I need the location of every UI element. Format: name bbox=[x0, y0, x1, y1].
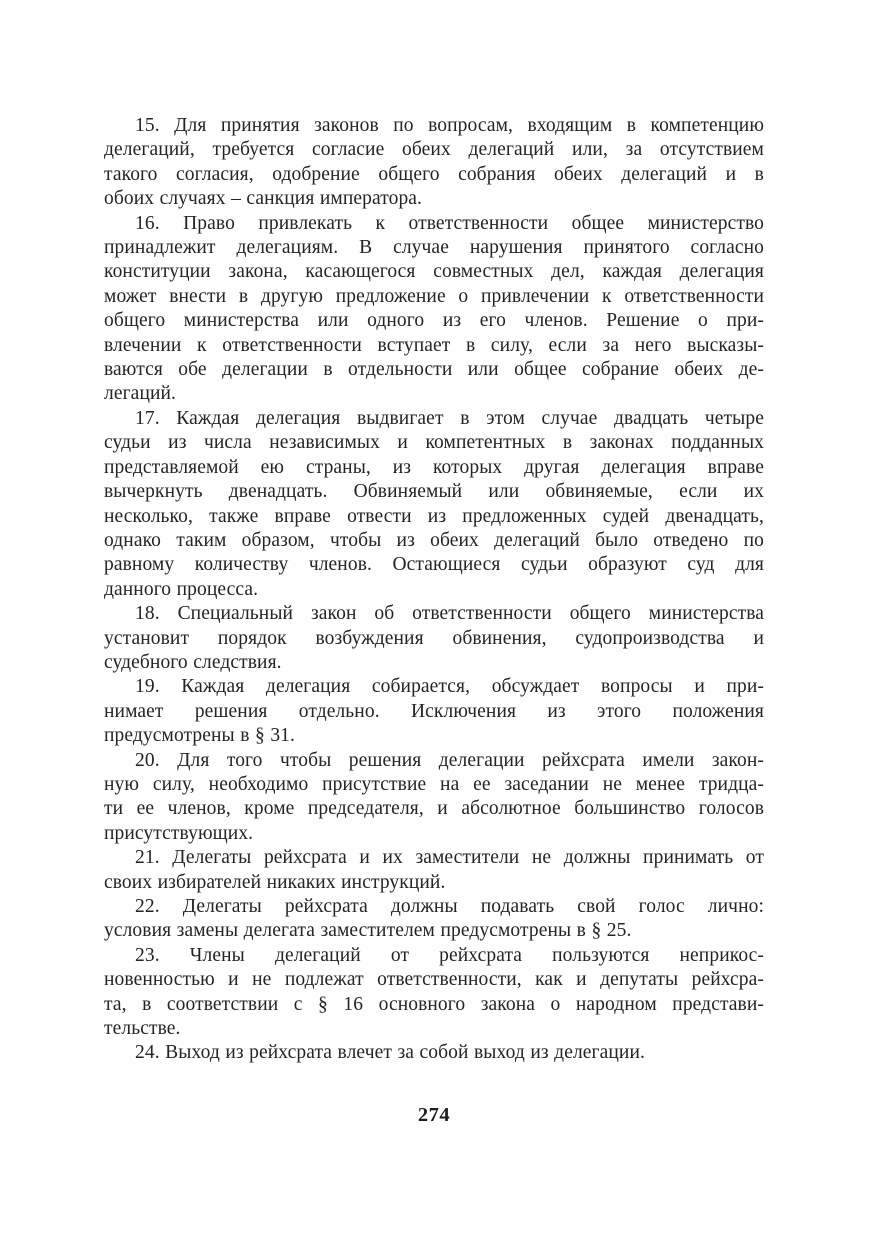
text-line: 23. Члены делегаций от рейхсрата пользуются неприкос- bbox=[135, 944, 764, 966]
text-line: установит порядок возбуждения обвинения, судопроизводства и bbox=[104, 627, 764, 649]
paragraph-15 bbox=[104, 114, 764, 212]
text-line: 16. Право привлекать к ответственности общее министерство bbox=[135, 212, 764, 234]
text-line: легаций. bbox=[104, 383, 177, 405]
text-line: ваются обе делегации в отдельности или общее собрание обеих де- bbox=[104, 359, 764, 381]
text-line: может внести в другую предложение о привлечении к ответственности bbox=[104, 285, 764, 307]
text-line: несколько, также вправе отвести из предложенных судей двенадцать, bbox=[104, 505, 764, 527]
text-line: 20. Для того чтобы решения делегации рейхсрата имели закон- bbox=[135, 749, 764, 771]
text-line: однако таким образом, чтобы из обеих делегаций было отведено по bbox=[104, 529, 764, 551]
text-line: та, в соответствии с § 16 основного закона о народном представи- bbox=[104, 993, 764, 1015]
paragraph-16 bbox=[104, 212, 764, 407]
text-line: 19. Каждая делегация собирается, обсуждает вопросы и при- bbox=[135, 676, 764, 698]
text-line: нимает решения отдельно. Исключения из этого положения bbox=[104, 700, 764, 722]
text-line: общего министерства или одного из его членов. Решение о при- bbox=[104, 310, 764, 332]
text-line: тельстве. bbox=[104, 1018, 181, 1040]
text-block bbox=[104, 114, 764, 1066]
paragraph-21 bbox=[104, 846, 764, 895]
paragraph-20 bbox=[104, 749, 764, 847]
text-line: 22. Делегаты рейхсрата должны подавать свой голос лично: bbox=[135, 896, 764, 917]
paragraph-18 bbox=[104, 602, 764, 675]
paragraph-23 bbox=[104, 944, 764, 1042]
text-line: принадлежит делегациям. В случае нарушения принятого согласно bbox=[104, 237, 764, 259]
text-line: представляемой ею страны, из которых другая делегация вправе bbox=[104, 456, 764, 478]
text-line: вычеркнуть двенадцать. Обвиняемый или обвиняемые, если их bbox=[104, 481, 764, 503]
text-line: 17. Каждая делегация выдвигает в этом случае двадцать четыре bbox=[135, 407, 764, 429]
text-line: новенностью и не подлежат ответственности, как и депутаты рейхсра- bbox=[104, 969, 764, 991]
page-number: 274 bbox=[417, 1104, 451, 1126]
text-line: конституции закона, касающегося совместных дел, каждая делегация bbox=[104, 261, 764, 283]
text-line: присутствующих. bbox=[104, 822, 254, 844]
text-line: судьи из числа независимых и компетентных в законах подданных bbox=[104, 432, 764, 454]
text-line: своих избирателей никаких инструкций. bbox=[104, 871, 446, 893]
text-line: 15. Для принятия законов по вопросам, входящим в компетенцию bbox=[135, 115, 764, 136]
paragraph-17 bbox=[104, 407, 764, 602]
text-line: делегаций, требуется согласие обеих делегаций или, за отсутствием bbox=[104, 139, 764, 161]
paragraph-22 bbox=[104, 895, 764, 944]
paragraph-19 bbox=[104, 675, 764, 748]
text-line: 18. Специальный закон об ответственности общего министерства bbox=[135, 603, 764, 625]
text-line: предусмотрены в § 31. bbox=[104, 725, 296, 747]
text-line: такого согласия, одобрение общего собрания обеих делегаций и в bbox=[104, 163, 764, 185]
paragraph-24 bbox=[104, 1041, 764, 1065]
text-line: 21. Делегаты рейхсрата и их заместители не должны принимать от bbox=[135, 847, 764, 869]
text-line: обоих случаях – санкция императора. bbox=[104, 188, 423, 210]
text-line: ти ее членов, кроме председателя, и абсолютное большинство голосов bbox=[104, 798, 764, 820]
text-line: влечении к ответственности вступает в силу, если за него высказы- bbox=[104, 334, 764, 356]
text-line: равному количеству членов. Остающиеся судьи образуют суд для bbox=[104, 554, 764, 576]
text-line: 24. Выход из рейхсрата влечет за собой выход из делегации. bbox=[135, 1042, 645, 1064]
text-line: судебного следствия. bbox=[104, 651, 282, 673]
text-line: ную силу, необходимо присутствие на ее заседании не менее тридца- bbox=[104, 773, 764, 795]
text-line: данного процесса. bbox=[104, 578, 259, 600]
text-line: условия замены делегата заместителем предусмотрены в § 25. bbox=[104, 920, 632, 942]
